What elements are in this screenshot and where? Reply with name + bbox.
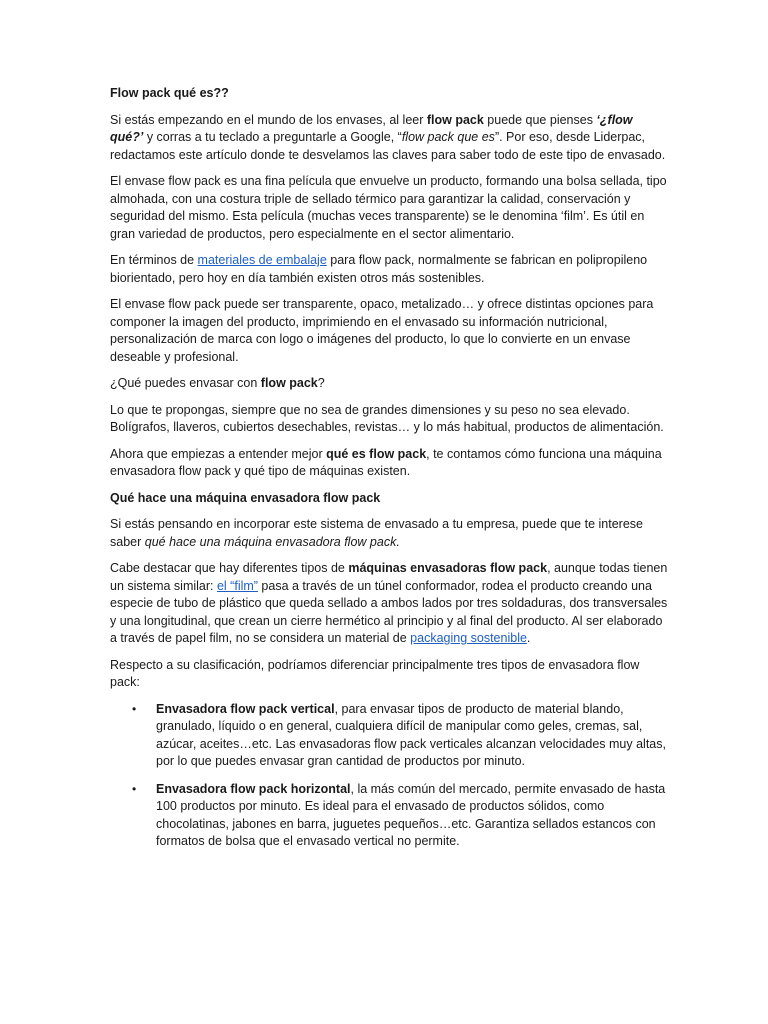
italic-text: qué hace una máquina envasadora flow pack. [144, 534, 400, 549]
link-el-film[interactable]: el “film” [216, 578, 258, 593]
bold-text: máquinas envasadoras flow pack [348, 561, 548, 575]
text: ? [317, 376, 325, 390]
text: puede que pienses [483, 112, 597, 127]
paragraph-definition: El envase flow pack es una fina película que envuelve un producto, formando una bolsa sellada, tipo almohada, con una costura triple de sellado térmico para garantizar la calidad, conservación y seguridad del mismo. Esta película (muchas veces transparente) se le denomina ‘film’. Es útil en gran variedad de productos, pero especialmente en el sector alimentario. [110, 174, 667, 241]
bold-text: Envasadora flow pack vertical [156, 701, 335, 716]
bold-text: flow pack [260, 376, 318, 390]
list-item [132, 781, 668, 851]
text: En términos de [110, 253, 198, 267]
doc-title: Flow pack qué es?? [110, 86, 229, 100]
text: , te contamos cómo funciona una máquina envasadora flow pack y qué tipo de máquinas existen. [110, 446, 662, 478]
paragraph-intro [110, 112, 668, 165]
text: ”. Por eso, desde Liderpac, redactamos este artículo donde te desvelamos las claves para saber todo de este tipo de envasado. [110, 130, 666, 162]
link-packaging-sostenible[interactable]: packaging sostenible [410, 631, 527, 645]
paragraph-appearance: El envase flow pack puede ser transparente, opaco, metalizado… y ofrece distintas opciones para componer la imagen del producto, imprimiendo en el envasado su información nutricional, personalización de marca con logo o imágenes del producto, lo que lo convierte en un envase deseable y profesional. [110, 297, 654, 364]
text: ¿Qué puedes envasar con [110, 376, 261, 390]
text: Cabe destacar que hay diferentes tipos de [110, 561, 349, 575]
section-heading-machine: Qué hace una máquina envasadora flow pack [110, 490, 381, 505]
bold-italic-text: ‘¿flow qué?’ [110, 112, 633, 144]
paragraph-materials [110, 252, 668, 287]
bullet-icon: • [132, 781, 137, 796]
text: Si estás pensando en incorporar este sistema de envasado a tu empresa, puede que te interese saber [110, 517, 643, 549]
italic-text: flow pack que es [401, 130, 495, 144]
subheading-what-to-pack [110, 375, 668, 393]
text: Si estás empezando en el mundo de los envases, al leer [110, 112, 427, 127]
paragraph-products: Lo que te propongas, siempre que no sea de grandes dimensiones y su peso no sea elevado. Bolígrafos, llaveros, cubiertos desechables, revistas… y lo más habitual, productos de alimentación. [110, 402, 664, 434]
paragraph-machine-system [110, 560, 668, 648]
bold-text: flow pack [426, 112, 484, 127]
text: Ahora que empiezas a entender mejor [110, 446, 327, 461]
paragraph-machine-intro [110, 516, 668, 551]
text: y corras a tu teclado a preguntarle a Google, “ [143, 130, 402, 144]
text: , la más común del mercado, permite envasado de hasta 100 productos por minuto. Es ideal para el envasado de productos sólidos, como chocolatinas, jabones en barra, juguetes pequeños…etc. Garantiza sellados estancos con formatos de bolsa que el envasado vertical no permite. [156, 781, 666, 848]
list-item [132, 701, 668, 771]
text: , aunque todas tienen un sistema similar: [110, 561, 668, 593]
bullet-icon: • [132, 701, 137, 716]
machine-types-list [110, 701, 668, 851]
text: pasa a través de un túnel conformador, rodea el producto creando una especie de tubo de plástico que queda sellado a ambos lados por tres soldaduras, dos transversales y una longitudinal, que crean un cierre hermético al principio y al final del producto. Al ser elaborado a través de papel film, no se considera un material de [110, 578, 668, 645]
link-materiales-de-embalaje[interactable]: materiales de embalaje [197, 253, 327, 267]
text: , para envasar tipos de producto de material blando, granulado, líquido o en general, cualquiera difícil de manipular como geles, cremas, sal, azúcar, aceites…etc. Las envasadoras flow pack verticales alcanzan velocidades muy altas, por lo que puedes envasar gran cantidad de productos por minuto. [156, 701, 666, 768]
text: para flow pack, normalmente se fabrican en polipropileno biorientado, pero hoy en día también existen otros más sostenibles. [110, 253, 648, 285]
text: . [526, 631, 531, 645]
paragraph-transition [110, 446, 668, 481]
bold-text: qué es flow pack [326, 446, 427, 461]
paragraph-classification: Respecto a su clasificación, podríamos diferenciar principalmente tres tipos de envasadora flow pack: [110, 657, 640, 689]
bold-text: Envasadora flow pack horizontal [156, 781, 351, 796]
